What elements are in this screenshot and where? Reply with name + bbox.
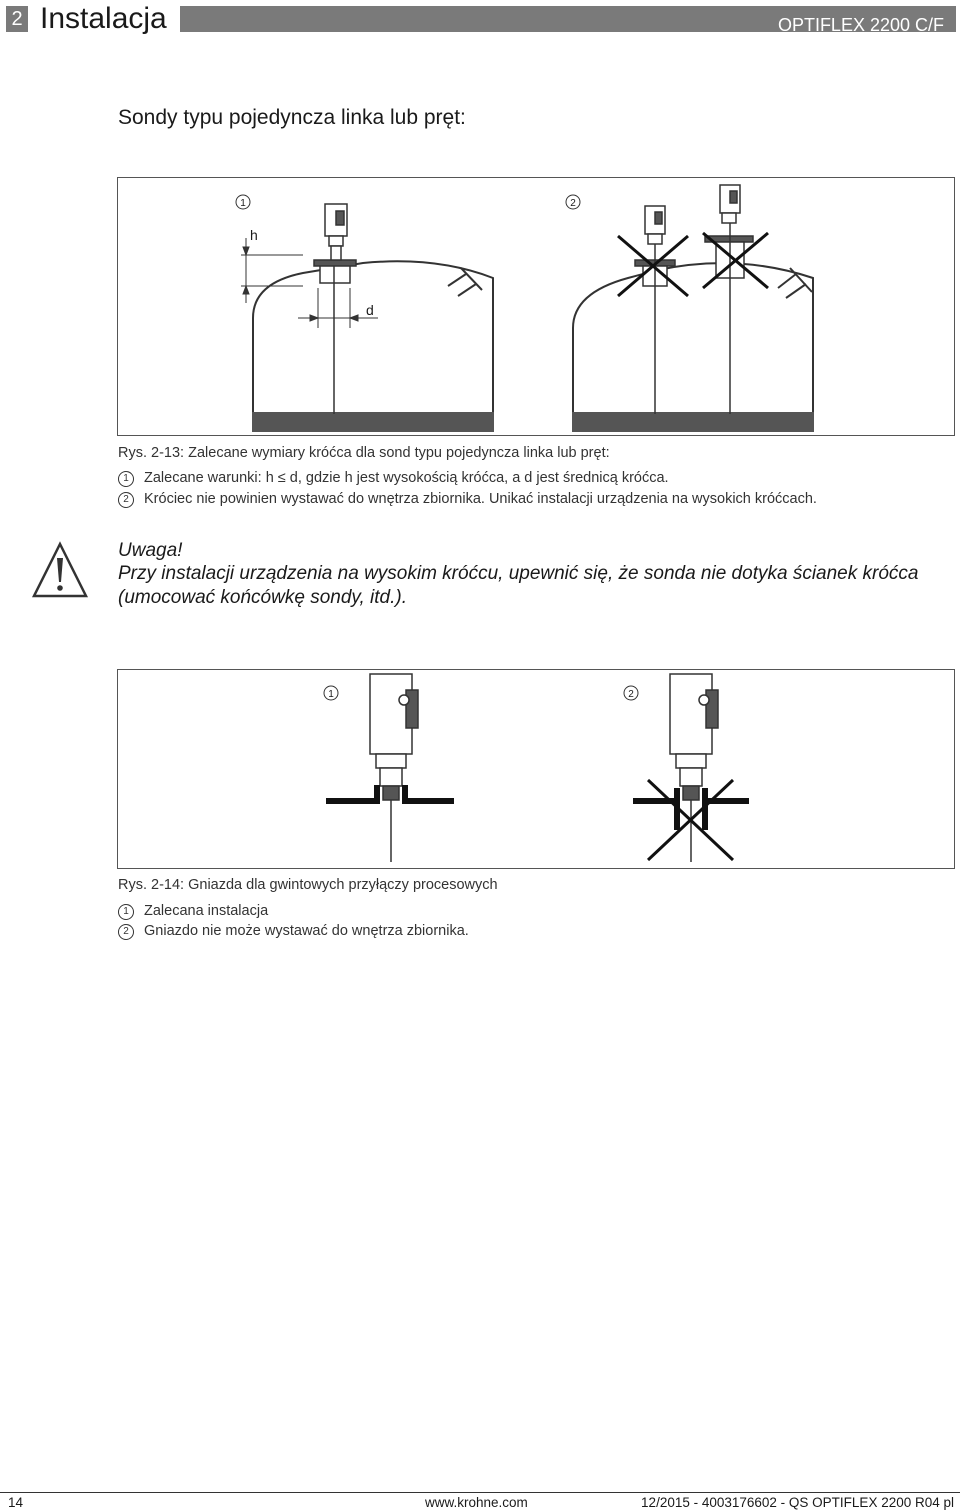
legend-text: Króciec nie powinien wystawać do wnętrza zbiornika. Unikać instalacji urządzenia na wysokich króćcach.: [144, 491, 817, 507]
label-h: h: [250, 227, 258, 243]
tank-recommended: [253, 261, 493, 413]
warning-text: Przy instalacji urządzenia na wysokim króćcu, upewnić się, że sonda nie dotyka ścianek króćca (umocować końcówkę sondy, itd.).: [118, 563, 919, 608]
figure2-caption: Rys. 2-14: Gniazda dla gwintowych przyłączy procesowych: [118, 877, 498, 893]
legend-number: 2: [118, 492, 134, 508]
marker-2: 2: [628, 689, 634, 700]
figure1-legend-item: [118, 491, 817, 508]
legend-text: Gniazdo nie może wystawać do wnętrza zbiornika.: [144, 923, 469, 939]
figure-threaded-sockets: [117, 669, 955, 869]
product-name: OPTIFLEX 2200 C/F: [777, 15, 944, 35]
warning-title: Uwaga!: [118, 540, 183, 561]
figure1-legend-item: [118, 470, 669, 487]
legend-text: Zalecana instalacja: [144, 903, 269, 919]
footer-doc-id: 12/2015 - 4003176602 - QS OPTIFLEX 2200 R04 pl: [641, 1495, 954, 1510]
footer-website[interactable]: www.krohne.com: [425, 1495, 528, 1510]
label-d: d: [366, 302, 374, 318]
figure2-legend-item: [118, 903, 268, 920]
legend-number: 1: [118, 904, 134, 920]
tank-bottom-liquid: [252, 412, 494, 432]
figure-tank-nozzles: [117, 177, 955, 436]
figure1-caption: Rys. 2-13: Zalecane wymiary króćca dla sond typu pojedyncza linka lub pręt:: [118, 445, 610, 461]
warning-triangle-icon: [30, 540, 90, 600]
header-bar: [180, 6, 956, 35]
tank-bottom-liquid-2: [572, 412, 814, 432]
marker-1: 1: [240, 198, 246, 209]
figure2-legend-item: [118, 923, 469, 940]
tank-nozzle-diagram: [118, 178, 954, 435]
page-number: 14: [8, 1495, 24, 1510]
footer-divider: [0, 1492, 960, 1493]
legend-number: 1: [118, 471, 134, 487]
marker-2: 2: [570, 198, 576, 209]
tank-not-recommended: [573, 263, 813, 413]
marker-1: 1: [328, 689, 334, 700]
socket-diagram: [118, 670, 954, 868]
chapter-number: 2: [6, 6, 28, 32]
legend-number: 2: [118, 924, 134, 940]
section-heading: Sondy typu pojedyncza linka lub pręt:: [118, 106, 466, 129]
chapter-title: Instalacja: [40, 2, 167, 35]
legend-text: Zalecane warunki: h ≤ d, gdzie h jest wysokością króćca, a d jest średnicą króćca.: [144, 470, 669, 486]
